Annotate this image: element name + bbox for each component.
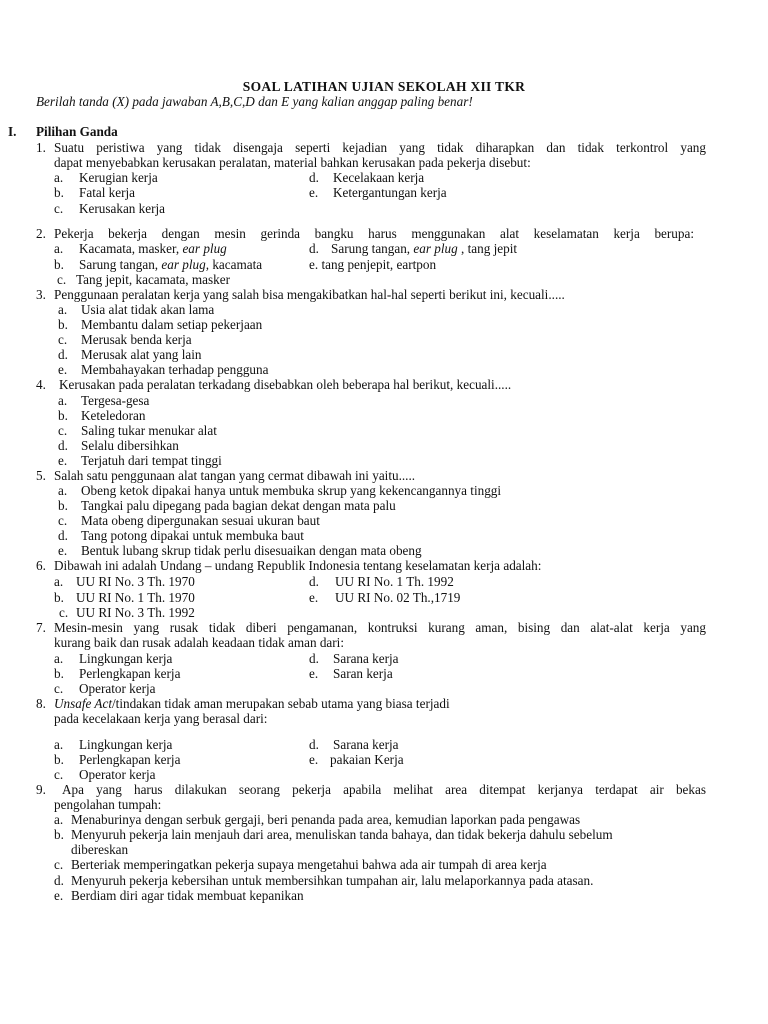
option-label[interactable]: b. [54,666,64,681]
section-roman-numeral: I. [8,124,17,139]
option-label[interactable]: d. [309,651,319,666]
option-label[interactable]: c. [58,513,68,528]
option-text: Tangkai palu dipegang pada bagian dekat dengan mata palu [81,498,396,513]
option-label[interactable]: e. [309,590,319,605]
option-text: Lingkungan kerja [79,651,173,666]
option-label[interactable]: a. [54,170,64,185]
option-label[interactable]: e. [309,666,319,681]
option-label[interactable]: d. [58,528,68,543]
option-label[interactable]: b. [54,590,64,605]
option-label[interactable]: c. [54,681,64,696]
option-text: Menyuruh pekerja lain menjauh dari area, menuliskan tanda bahaya, dan tidak bekerja dahulu sebelum [71,827,613,842]
option-text: Sarana kerja [333,737,399,752]
option-text: Saling tukar menukar alat [81,423,217,438]
question-text: Kerusakan pada peralatan terkadang disebabkan oleh beberapa hal berikut, kecuali..... [59,377,512,392]
option-text: Sarung tangan, ear plug, kacamata [79,257,263,272]
option-label[interactable]: e. [58,453,68,468]
option-label[interactable]: c. [54,767,64,782]
option-label[interactable]: b. [54,257,64,272]
option-text: Lingkungan kerja [79,737,173,752]
option-label[interactable]: a. [54,651,64,666]
question-text: Mesin-mesin yang rusak tidak diberi pengamanan, kontruksi kurang aman, bising dan alat-alat kerja yang [54,620,706,635]
option-label[interactable]: a. [54,241,64,256]
option-label[interactable]: c. [54,201,64,216]
option-label[interactable]: b. [58,498,68,513]
option-text: dibereskan [71,842,129,857]
option-label[interactable]: e. [58,543,68,558]
option-text: Perlengkapan kerja [79,666,181,681]
option-text: Sarung tangan, ear plug , tang jepit [331,241,518,256]
option-text: Kecelakaan kerja [333,170,425,185]
option-label[interactable]: d. [309,737,319,752]
option-text: Perlengkapan kerja [79,752,181,767]
option-text: Tang potong dipakai untuk membuka baut [81,528,304,543]
question-number: 1. [36,140,46,155]
question-text: Pekerja bekerja dengan mesin gerinda bangku harus menggunakan alat keselamatan kerja berupa: [54,226,694,241]
option-label[interactable]: b. [54,752,64,767]
option-text: Menaburinya dengan serbuk gergaji, beri penanda pada area, kemudian laporkan pada pengawas [71,812,581,827]
option-text: Berdiam diri agar tidak membuat kepanikan [71,888,304,903]
option-text: Kerugian kerja [79,170,158,185]
option-text: Membahayakan terhadap pengguna [81,362,269,377]
question-text: Penggunaan peralatan kerja yang salah bisa mengakibatkan hal-hal seperti berikut ini, kecuali..... [54,287,565,302]
option-text: Merusak alat yang lain [81,347,202,362]
option-label[interactable]: a. [58,302,68,317]
option-text: UU RI No. 3 Th. 1992 [76,605,195,620]
question-text: Suatu peristiwa yang tidak disengaja seperti kejadian yang tidak diharapkan dan tidak terkontrol yang [54,140,706,155]
option-text: Keteledoran [81,408,146,423]
option-text: Operator kerja [79,767,156,782]
question-number: 4. [36,377,46,392]
option-label[interactable]: e. [309,752,319,767]
option-text: UU RI No. 3 Th. 1970 [76,574,195,589]
option-text: Tang jepit, kacamata, masker [76,272,230,287]
option-label[interactable]: c. [59,605,69,620]
option-label[interactable]: b. [54,827,64,842]
option-text: UU RI No. 1 Th. 1970 [76,590,195,605]
option-label[interactable]: c. [54,857,64,872]
question-number: 7. [36,620,46,635]
question-number: 9. [36,782,46,797]
option-text: Usia alat tidak akan lama [81,302,215,317]
option-label[interactable]: a. [54,737,64,752]
option-text: Bentuk lubang skrup tidak perlu disesuaikan dengan mata obeng [81,543,422,558]
option-label[interactable]: e. [309,185,319,200]
option-text: Saran kerja [333,666,393,681]
option-text: Terjatuh dari tempat tinggi [81,453,222,468]
option-label[interactable]: b. [58,408,68,423]
instruction-text: Berilah tanda (X) pada jawaban A,B,C,D dan E yang kalian anggap paling benar! [36,94,473,109]
option-label[interactable]: a. [58,483,68,498]
option-label[interactable]: d. [309,170,319,185]
option-text: Kacamata, masker, ear plug [79,241,227,256]
option-label[interactable]: a. [54,812,64,827]
option-label[interactable]: d. [58,347,68,362]
option-text: Selalu dibersihkan [81,438,179,453]
option-text: UU RI No. 02 Th.,1719 [335,590,461,605]
question-text: pada kecelakaan kerja yang berasal dari: [54,711,268,726]
option-text: Berteriak memperingatkan pekerja supaya mengetahui bahwa ada air tumpah di area kerja [71,857,547,872]
option-text: Menyuruh pekerja kebersihan untuk membersihkan tumpahan air, lalu melaporkannya pada atasan. [71,873,594,888]
option-label[interactable]: d. [309,574,319,589]
question-text: pengolahan tumpah: [54,797,162,812]
option-label[interactable]: a. [58,393,68,408]
option-label[interactable]: c. [58,423,68,438]
question-text: kurang baik dan rusak adalah keadaan tidak aman dari: [54,635,345,650]
option-text: pakaian Kerja [330,752,404,767]
option-text: Tergesa-gesa [81,393,150,408]
option-text: Fatal kerja [79,185,136,200]
question-text: Salah satu penggunaan alat tangan yang cermat dibawah ini yaitu..... [54,468,416,483]
question-text: Apa yang harus dilakukan seorang pekerja apabila melihat area ditempat kerjanya terdapat air bekas [62,782,706,797]
question-number: 3. [36,287,46,302]
option-text: UU RI No. 1 Th. 1992 [335,574,454,589]
option-label[interactable]: e. [54,888,64,903]
option-label[interactable]: d. [58,438,68,453]
option-label[interactable]: c. [58,332,68,347]
page-title: SOAL LATIHAN UJIAN SEKOLAH XII TKR [242,79,526,94]
question-number: 2. [36,226,46,241]
option-label[interactable]: a. [54,574,64,589]
option-label[interactable]: e. [58,362,68,377]
option-text: Merusak benda kerja [81,332,192,347]
question-text: dapat menyebabkan kerusakan peralatan, material bahkan kerusakan pada pekerja disebut: [54,155,531,170]
option-text: Operator kerja [79,681,156,696]
section-title: Pilihan Ganda [36,124,118,139]
option-text: Mata obeng dipergunakan sesuai ukuran baut [81,513,320,528]
option-text: Membantu dalam setiap pekerjaan [81,317,263,332]
question-number: 5. [36,468,46,483]
option-e-full[interactable]: e. tang penjepit, eartpon [309,257,437,272]
option-text: Kerusakan kerja [79,201,166,216]
question-text: Unsafe Act/tindakan tidak aman merupakan sebab utama yang biasa terjadi [54,696,450,711]
option-label[interactable]: c. [57,272,67,287]
question-number: 6. [36,558,46,573]
option-label[interactable]: b. [54,185,64,200]
option-label[interactable]: d. [54,873,64,888]
option-label[interactable]: b. [58,317,68,332]
question-number: 8. [36,696,46,711]
option-label[interactable]: d. [309,241,319,256]
option-text: Sarana kerja [333,651,399,666]
question-text: Dibawah ini adalah Undang – undang Republik Indonesia tentang keselamatan kerja adalah: [54,558,542,573]
option-text: Ketergantungan kerja [333,185,447,200]
option-text: Obeng ketok dipakai hanya untuk membuka skrup yang kekencangannya tinggi [81,483,502,498]
